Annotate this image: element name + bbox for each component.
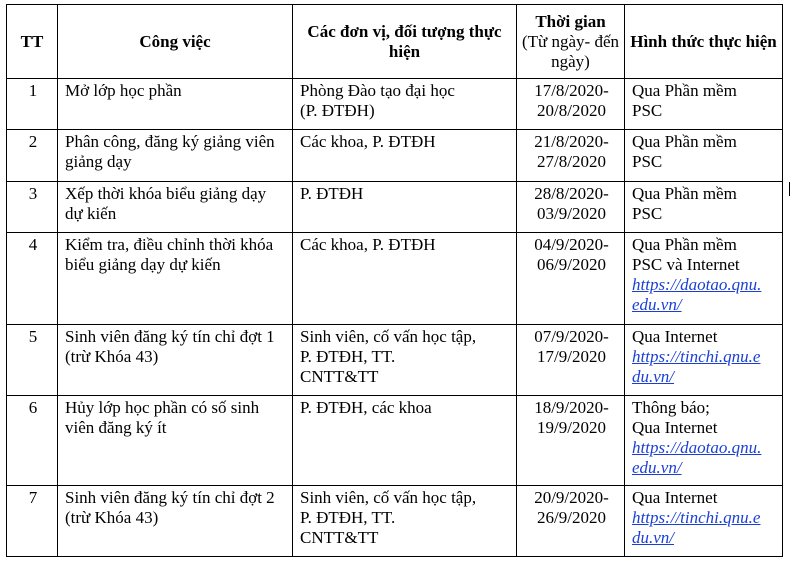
method-line: Qua Internet xyxy=(632,418,718,437)
units-line: P. ĐTĐH, TT. xyxy=(300,508,396,527)
time-cell xyxy=(517,130,625,182)
method-line: Qua Phần mềm xyxy=(632,132,737,151)
task-cell: Mở lớp học phần xyxy=(58,79,293,130)
start-date: 18/9/2020- xyxy=(534,398,609,417)
units-line: CNTT&TT xyxy=(300,367,379,386)
start-date: 28/8/2020- xyxy=(534,184,609,203)
row-number: 2 xyxy=(7,130,58,182)
task-cell: Sinh viên đăng ký tín chỉ đợt 1 (trừ Khóa 43) xyxy=(58,325,293,396)
end-date: 17/9/2020 xyxy=(537,347,606,366)
units-line: CNTT&TT xyxy=(300,528,379,547)
units-line: P. ĐTĐH, các khoa xyxy=(300,398,432,417)
table-row xyxy=(7,396,783,486)
table-row xyxy=(7,130,783,182)
time-cell xyxy=(517,182,625,233)
units-cell xyxy=(293,233,517,325)
schedule-table xyxy=(6,4,783,557)
units-cell xyxy=(293,79,517,130)
method-cell xyxy=(625,182,783,233)
header-time-subtitle: (Từ ngày- đến ngày) xyxy=(521,31,619,71)
units-cell xyxy=(293,182,517,233)
method-cell xyxy=(625,233,783,325)
row-number: 3 xyxy=(7,182,58,233)
units-line: Phòng Đào tạo đại học xyxy=(300,81,455,100)
method-link[interactable]: edu.vn/ xyxy=(632,295,682,314)
units-cell xyxy=(293,486,517,557)
start-date: 17/8/2020- xyxy=(534,81,609,100)
method-line: PSC xyxy=(632,152,663,171)
end-date: 20/8/2020 xyxy=(537,101,606,120)
units-line: P. ĐTĐH, TT. xyxy=(300,347,396,366)
method-cell xyxy=(625,79,783,130)
method-link[interactable]: du.vn/ xyxy=(632,367,675,386)
table-row xyxy=(7,325,783,396)
row-number: 5 xyxy=(7,325,58,396)
header-units: Các đơn vị, đối tượng thực hiện xyxy=(293,5,517,79)
table-row xyxy=(7,486,783,557)
task-cell: Kiểm tra, điều chỉnh thời khóa biểu giảng dạy dự kiến xyxy=(58,233,293,325)
time-cell xyxy=(517,233,625,325)
table-row xyxy=(7,233,783,325)
task-cell: Xếp thời khóa biểu giảng dạy dự kiến xyxy=(58,182,293,233)
header-time-title: Thời gian xyxy=(535,11,606,31)
method-link[interactable]: edu.vn/ xyxy=(632,458,682,477)
method-line: Thông báo; xyxy=(632,398,710,417)
method-line: Qua Phần mềm xyxy=(632,81,737,100)
task-cell: Phân công, đăng ký giảng viên giảng dạy xyxy=(58,130,293,182)
time-cell xyxy=(517,79,625,130)
method-cell xyxy=(625,325,783,396)
units-line: (P. ĐTĐH) xyxy=(300,101,375,120)
start-date: 21/8/2020- xyxy=(534,132,609,151)
method-line: Qua Internet xyxy=(632,327,718,346)
header-method: Hình thức thực hiện xyxy=(625,5,783,79)
end-date: 03/9/2020 xyxy=(537,204,606,223)
method-line: PSC xyxy=(632,204,663,223)
task-cell: Sinh viên đăng ký tín chỉ đợt 2 (trừ Khóa 43) xyxy=(58,486,293,557)
method-line: Qua Phần mềm xyxy=(632,184,737,203)
start-date: 07/9/2020- xyxy=(534,327,609,346)
row-number: 6 xyxy=(7,396,58,486)
header-time xyxy=(517,5,625,79)
start-date: 20/9/2020- xyxy=(534,488,609,507)
header-tt: TT xyxy=(7,5,58,79)
method-line: PSC xyxy=(632,101,663,120)
header-task: Công việc xyxy=(58,5,293,79)
units-line: P. ĐTĐH xyxy=(300,184,364,203)
time-cell xyxy=(517,325,625,396)
header-row xyxy=(7,5,783,79)
table-row xyxy=(7,79,783,130)
page-edge-mark xyxy=(789,182,790,196)
method-link[interactable]: https://daotao.qnu. xyxy=(632,438,762,457)
method-link[interactable]: https://tinchi.qnu.e xyxy=(632,347,761,366)
method-link[interactable]: https://daotao.qnu. xyxy=(632,275,762,294)
method-cell xyxy=(625,130,783,182)
units-line: Sinh viên, cố vấn học tập, xyxy=(300,327,477,346)
time-cell xyxy=(517,396,625,486)
units-cell xyxy=(293,325,517,396)
units-line: Các khoa, P. ĐTĐH xyxy=(300,132,436,151)
method-link[interactable]: du.vn/ xyxy=(632,528,675,547)
units-line: Sinh viên, cố vấn học tập, xyxy=(300,488,477,507)
end-date: 19/9/2020 xyxy=(537,418,606,437)
start-date: 04/9/2020- xyxy=(534,235,609,254)
row-number: 4 xyxy=(7,233,58,325)
task-cell: Hủy lớp học phần có số sinh viên đăng ký ít xyxy=(58,396,293,486)
method-cell xyxy=(625,396,783,486)
method-line: PSC và Internet xyxy=(632,255,740,274)
end-date: 06/9/2020 xyxy=(537,255,606,274)
units-line: Các khoa, P. ĐTĐH xyxy=(300,235,436,254)
end-date: 26/9/2020 xyxy=(537,508,606,527)
units-cell xyxy=(293,130,517,182)
row-number: 7 xyxy=(7,486,58,557)
method-line: Qua Internet xyxy=(632,488,718,507)
table-body xyxy=(7,79,783,557)
row-number: 1 xyxy=(7,79,58,130)
method-link[interactable]: https://tinchi.qnu.e xyxy=(632,508,761,527)
table-row xyxy=(7,182,783,233)
end-date: 27/8/2020 xyxy=(537,152,606,171)
method-cell xyxy=(625,486,783,557)
time-cell xyxy=(517,486,625,557)
units-cell xyxy=(293,396,517,486)
method-line: Qua Phần mềm xyxy=(632,235,737,254)
